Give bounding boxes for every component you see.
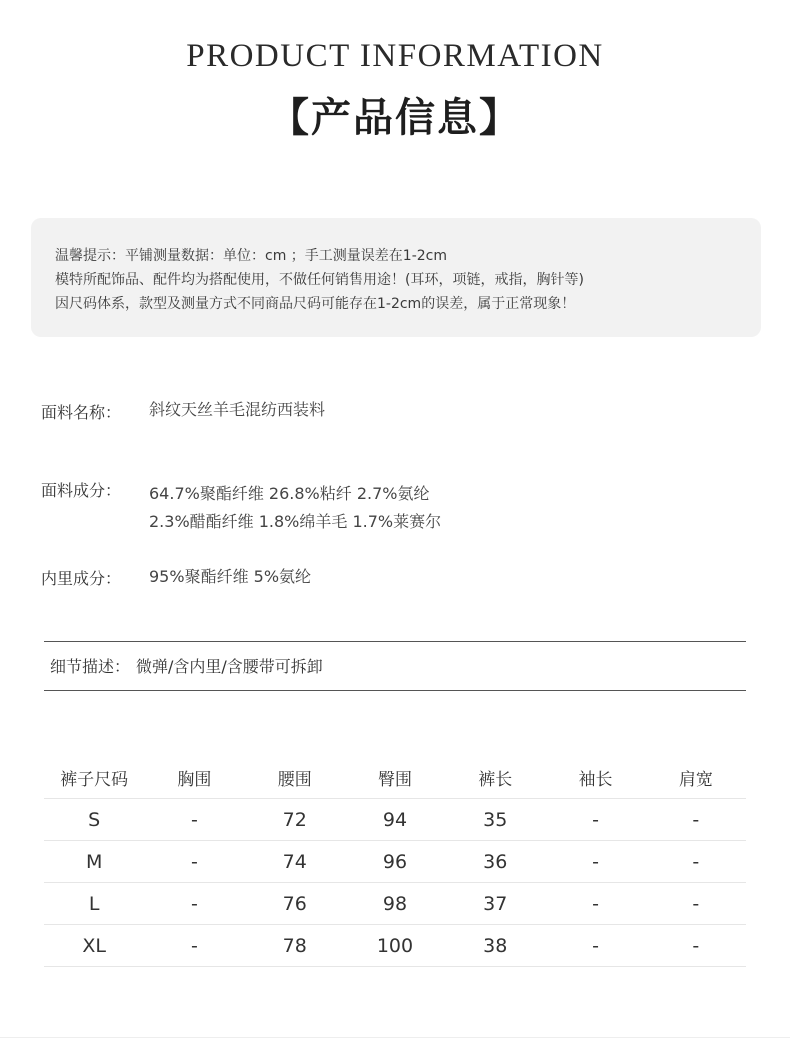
size-table <box>44 756 746 967</box>
table-cell: - <box>144 841 244 883</box>
fabric-composition-value <box>149 480 441 536</box>
table-cell: - <box>646 841 746 883</box>
divider-bottom <box>44 690 746 691</box>
table-cell: - <box>545 883 645 925</box>
fabric-composition-line-1: 64.7%聚酯纤维 26.8%粘纤 2.7%氨纶 <box>149 484 430 503</box>
details-row <box>50 654 329 677</box>
table-cell: M <box>44 841 144 883</box>
table-cell: 76 <box>245 883 345 925</box>
header-pants-length: 裤长 <box>445 756 545 799</box>
table-cell: 100 <box>345 925 445 967</box>
title-english: PRODUCT INFORMATION <box>186 38 604 74</box>
table-cell: L <box>44 883 144 925</box>
table-cell: 96 <box>345 841 445 883</box>
table-cell: - <box>545 841 645 883</box>
table-cell: 35 <box>445 799 545 841</box>
table-cell: - <box>144 883 244 925</box>
header-shoulder: 肩宽 <box>646 756 746 799</box>
header-size: 裤子尺码 <box>44 756 144 799</box>
size-table-header <box>44 756 746 799</box>
lining-value: 95%聚酯纤维 5%氨纶 <box>149 567 312 586</box>
table-cell: 72 <box>245 799 345 841</box>
lining-label: 内里成分： <box>41 569 122 588</box>
fabric-composition-label: 面料成分： <box>41 481 122 500</box>
table-cell: 78 <box>245 925 345 967</box>
table-cell: - <box>646 883 746 925</box>
table-row <box>44 883 746 925</box>
table-cell: 37 <box>445 883 545 925</box>
table-cell: - <box>646 799 746 841</box>
table-cell: - <box>545 925 645 967</box>
table-row <box>44 799 746 841</box>
table-cell: - <box>545 799 645 841</box>
fabric-composition-line-2: 2.3%醋酯纤维 1.8%绵羊毛 1.7%莱赛尔 <box>149 512 442 531</box>
table-cell: 74 <box>245 841 345 883</box>
page-bottom-divider <box>0 1037 790 1038</box>
notice-line-size-error: 因尺码体系，款型及测量方式不同商品尺码可能存在1-2cm的误差，属于正常现象！ <box>55 296 576 312</box>
divider-top <box>44 641 746 642</box>
table-cell: 98 <box>345 883 445 925</box>
fabric-name-value: 斜纹天丝羊毛混纺西装料 <box>149 400 326 419</box>
details-value: 微弹/含内里/含腰带可拆卸 <box>136 657 323 676</box>
table-cell: S <box>44 799 144 841</box>
table-cell: - <box>144 925 244 967</box>
table-cell: 94 <box>345 799 445 841</box>
title-chinese: 【产品信息】 <box>269 94 521 141</box>
notice-line-accessories: 模特所配饰品、配件均为搭配使用，不做任何销售用途！(耳环，项链，戒指，胸针等) <box>55 272 584 288</box>
table-row <box>44 925 746 967</box>
table-cell: 36 <box>445 841 545 883</box>
details-label: 细节描述： <box>50 657 131 676</box>
table-row <box>44 841 746 883</box>
table-cell: - <box>646 925 746 967</box>
table-cell: XL <box>44 925 144 967</box>
table-cell: 38 <box>445 925 545 967</box>
fabric-name-label: 面料名称： <box>41 403 122 422</box>
header-chest: 胸围 <box>144 756 244 799</box>
table-cell: - <box>144 799 244 841</box>
notice-line-measurement: 温馨提示：平铺测量数据：单位：cm ；手工测量误差在1-2cm <box>55 248 447 264</box>
header-hip: 臀围 <box>345 756 445 799</box>
notice-box <box>31 218 761 337</box>
header-waist: 腰围 <box>245 756 345 799</box>
header-sleeve: 袖长 <box>545 756 645 799</box>
